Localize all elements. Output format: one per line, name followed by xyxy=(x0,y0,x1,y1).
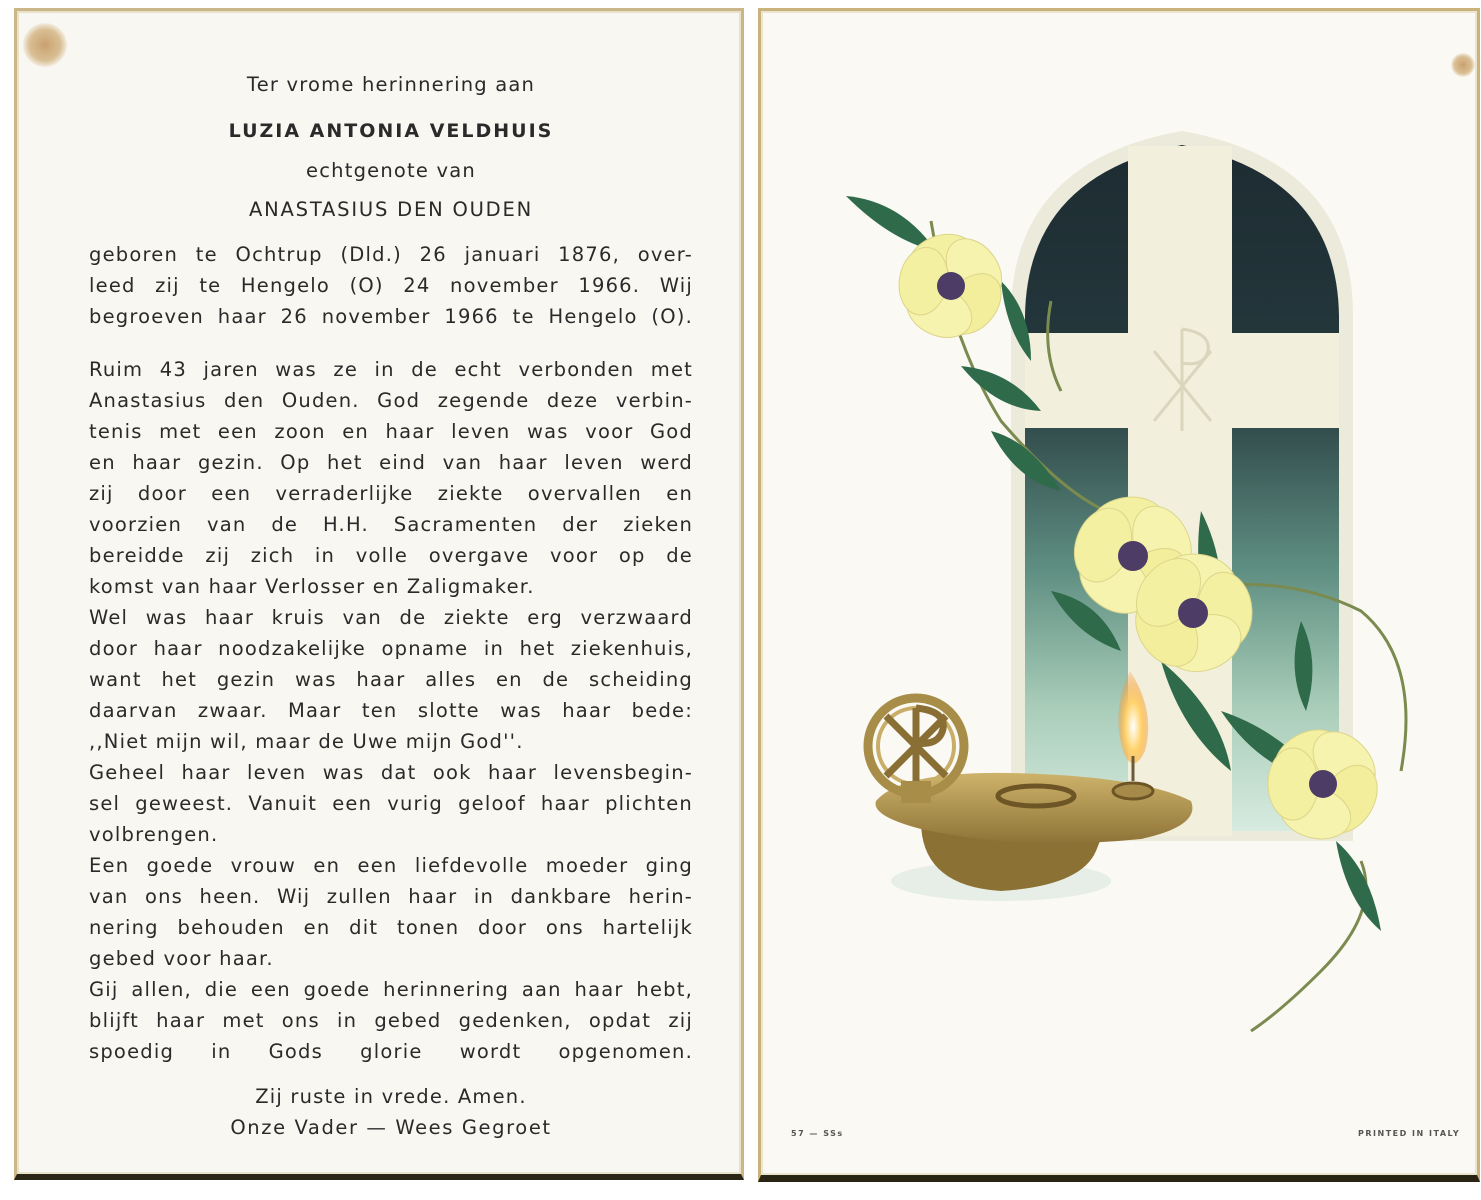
printer-note: PRINTED IN ITALY xyxy=(1358,1129,1461,1138)
text-line: Wel was haar kruis van de ziekte erg verzwaard xyxy=(89,606,693,629)
text-line: bereidde zij zich in volle overgave voor op de xyxy=(89,544,693,567)
paper-stain xyxy=(23,23,67,67)
text-line: zij door een verraderlijke ziekte overvallen en xyxy=(89,482,693,505)
print-code: 57 — SSs xyxy=(791,1129,844,1138)
text-line: gebed voor haar. xyxy=(89,947,274,970)
body-paragraph xyxy=(89,354,693,1067)
text-line: en haar gezin. Op het eind van haar leven werd xyxy=(89,451,693,474)
closing-line: Zij ruste in vrede. Amen. xyxy=(255,1085,527,1108)
text-line: tenis met een zoon en haar leven was voor God xyxy=(89,420,693,443)
text-line: komst van haar Verlosser en Zaligmaker. xyxy=(89,575,535,598)
memorial-text-card xyxy=(14,8,744,1180)
spouse-name: ANASTASIUS DEN OUDEN xyxy=(248,198,534,221)
text-line: Ruim 43 jaren was ze in de echt verbonden met xyxy=(89,358,693,381)
text-line: want het gezin was haar alles en de scheiding xyxy=(89,668,693,691)
header-line: Ter vrome herinnering aan xyxy=(246,73,536,96)
text-line: blijft haar met ons in gebed gedenken, opdat zij xyxy=(89,1009,693,1032)
prayers-line: Onze Vader — Wees Gegroet xyxy=(230,1116,552,1139)
text-line: voorzien van de H.H. Sacramenten der zieken xyxy=(89,513,693,536)
text-line: Geheel haar leven was dat ook haar levensbegin- xyxy=(89,761,693,784)
text-line: leed zij te Hengelo (O) 24 november 1966. Wij xyxy=(89,274,693,297)
text-line: door haar noodzakelijke opname in het ziekenhuis, xyxy=(89,637,693,660)
text-line: begroeven haar 26 november 1966 te Hengelo (O). xyxy=(89,305,693,328)
birth-paragraph xyxy=(89,239,693,332)
text-line: sel geweest. Vanuit een vurig geloof haar plichten xyxy=(89,792,693,815)
text-line: volbrengen. xyxy=(89,823,219,846)
text-line: geboren te Ochtrup (Dld.) 26 januari 1876, over- xyxy=(89,243,693,266)
text-line: daarvan zwaar. Maar ten slotte was haar bede: xyxy=(89,699,693,722)
text-line: Anastasius den Ouden. God zegende deze verbin- xyxy=(89,389,693,412)
text-line: nering behouden en dit tonen door ons hartelijk xyxy=(89,916,693,939)
text-line: spoedig in Gods glorie wordt opgenomen. xyxy=(89,1040,693,1063)
deceased-name: LUZIA ANTONIA VELDHUIS xyxy=(228,120,554,142)
text-line: Gij allen, die een goede herinnering aan haar hebt, xyxy=(89,978,693,1001)
devotional-illustration xyxy=(761,11,1477,1171)
relation-line: echtgenote van xyxy=(306,159,476,182)
devotional-image-card xyxy=(758,8,1480,1182)
text-line: Een goede vrouw en een liefdevolle moeder ging xyxy=(89,854,693,877)
flower-icon xyxy=(894,226,1013,348)
memorial-text xyxy=(89,11,693,1171)
text-line: ,,Niet mijn wil, maar de Uwe mijn God''. xyxy=(89,730,524,753)
text-line: van ons heen. Wij zullen haar in dankbare herin- xyxy=(89,885,693,908)
